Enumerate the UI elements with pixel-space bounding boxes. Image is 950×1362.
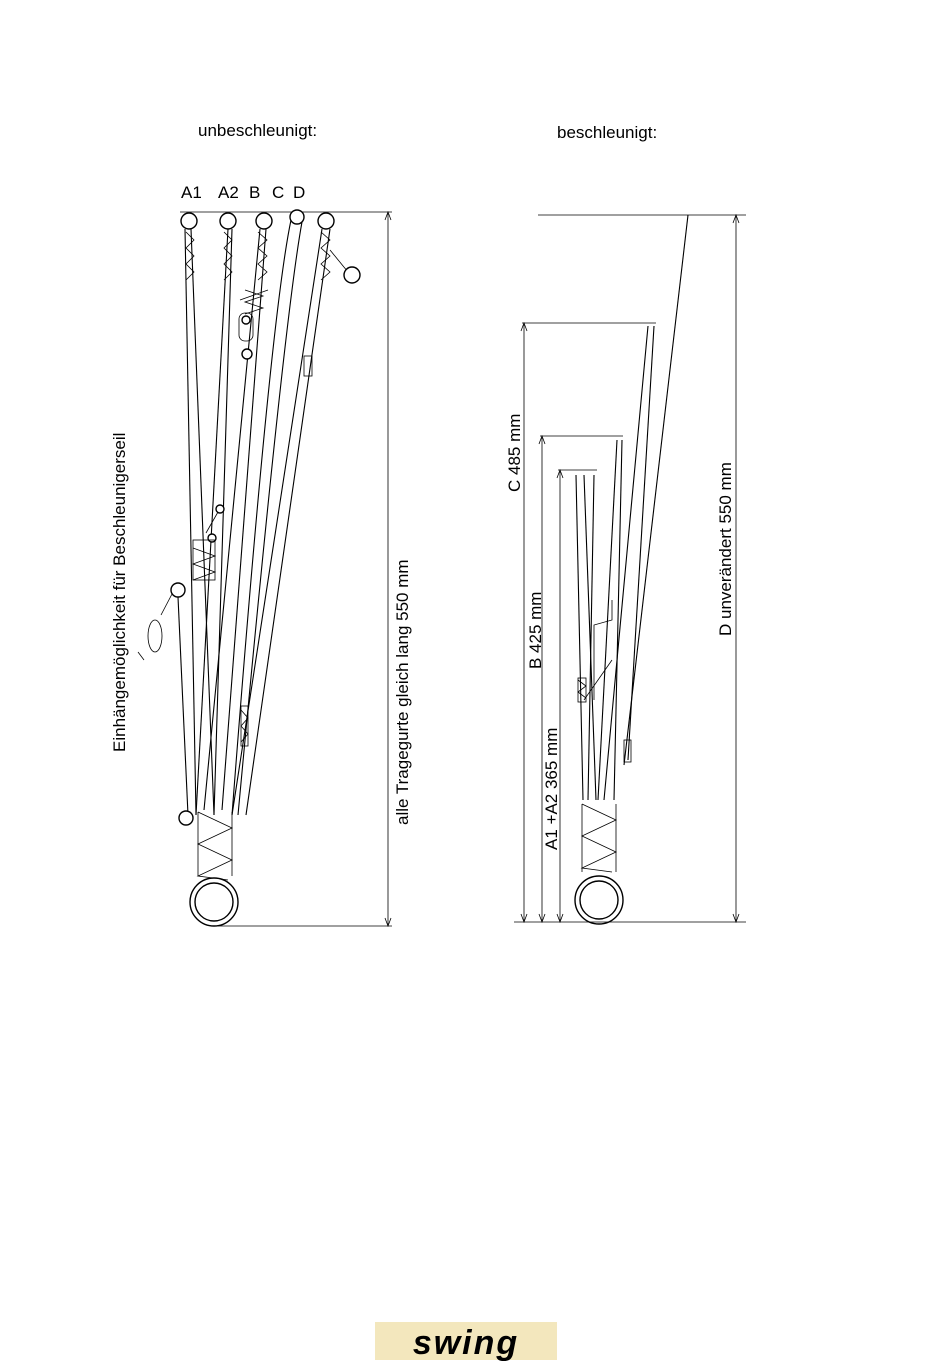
label-b: B <box>249 183 261 202</box>
hook-point-annotation: Einhängemöglichkeit für Beschleunigerseil <box>110 432 129 752</box>
dimension-c: C 485 mm <box>505 413 524 492</box>
label-a2: A2 <box>218 183 239 202</box>
equal-length-annotation: alle Tragegurte gleich lang 550 mm <box>393 559 412 825</box>
dimension-d: D unverändert 550 mm <box>716 462 735 636</box>
dimension-a: A1 +A2 365 mm <box>542 727 561 850</box>
heading-unaccelerated: unbeschleunigt: <box>198 121 318 140</box>
swing-logo <box>375 1322 557 1362</box>
logo-wordmark: swing <box>412 1324 520 1362</box>
heading-accelerated: beschleunigt: <box>557 123 658 142</box>
label-c: C <box>272 183 285 202</box>
label-a1: A1 <box>181 183 202 202</box>
dimension-b: B 425 mm <box>526 591 545 669</box>
label-d: D <box>293 183 306 202</box>
unaccelerated-riser-set <box>138 210 392 926</box>
